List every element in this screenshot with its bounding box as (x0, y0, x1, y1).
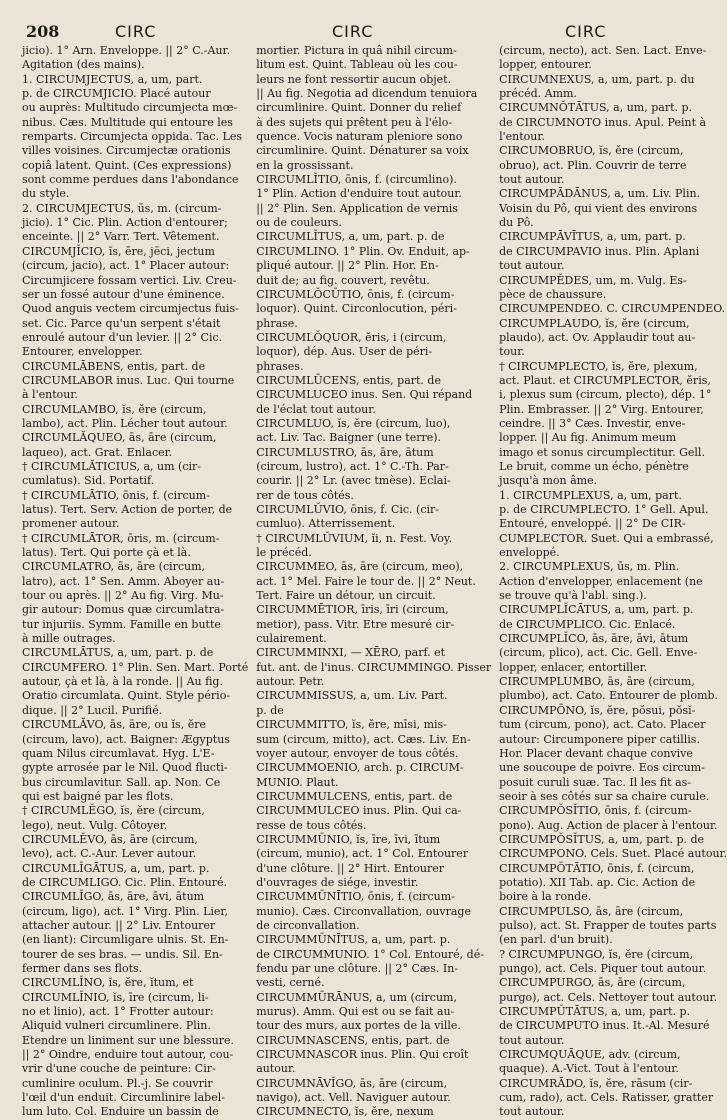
entry-line: lopper. || Au fig. Animum meum (499, 431, 677, 445)
entry-line: courir. || 2° Lr. (avec tmèse). Eclai- (256, 474, 451, 488)
entry-line: lambo), act. Plin. Lécher tout autour. (22, 416, 228, 430)
entry-line: attacher autour. || 2° Liv. Entourer (22, 918, 216, 932)
entry-line: (circum, munio), act. 1° Col. Entourer (256, 847, 469, 861)
entry-line: CIRCUMLŬVIO, ōnis, f. Cic. (cir- (256, 503, 439, 516)
entry-line: pèce de chaussure. (499, 287, 607, 301)
entry-line: navigo), act. Vell. Naviguer autour. (256, 1091, 451, 1105)
entry-line: circumlinire. Quint. Dénaturer sa voix (256, 144, 469, 158)
entry-line: CIRCUMMĒTIOR, īris, īri (circum, (256, 603, 449, 617)
entry-line: de CIRCUMNOTO inus. Apul. Peint à (499, 115, 707, 129)
entry-line: gypte arrosée par le Nil. Quod flucti- (22, 761, 228, 775)
entry-line: Agitation (des mains). (22, 58, 145, 72)
entry-line: cum, rado), act. Cels. Ratisser, gratter (499, 1091, 714, 1105)
entry-line: no et linio), act. 1° Frotter autour: (22, 1005, 214, 1019)
entry-line: CIRCUMLŪCENS, entis, part. de (256, 373, 441, 387)
entry-line: CIRCUMMŪNIO, ĭs, īre, īvi, ītum (256, 832, 441, 846)
entry-line: Plin. Embrasser. || 2° Virg. Entourer, (499, 402, 704, 416)
entry-line: sont comme perdues dans l'abondance (22, 173, 239, 187)
entry-line: CIRCUMNEXUS, a, um, part. p. du (499, 72, 695, 86)
entry-line: set. Cic. Parce qu'un serpent s'était (22, 316, 221, 330)
entry-line: i, plexus sum (circum, plecto), dép. 1° (499, 388, 712, 402)
entry-line: CIRCUMPLUMBO, ās, āre (circum, (499, 675, 695, 689)
entry-line: Voisin du Pô, qui vient des environs (499, 201, 698, 215)
entry-line: CIRCUMMULCENS, entis, part. de (256, 789, 453, 803)
entry-line: lum luto. Col. Enduire un bassin de (22, 1105, 219, 1119)
entry-line: resse de tous côtés. (256, 818, 367, 832)
entry-line: autour, çà et là, à la ronde. || Au fig. (22, 675, 223, 689)
entry-line: de CIRCUMPAVIO inus. Plin. Aplani (499, 244, 700, 258)
entry-line: CIRCUMPĀDĀNUS, a, um. Liv. Plin. (499, 187, 701, 201)
entry-line: p. de (256, 703, 284, 717)
entry-line: † CIRCUMLŬVIUM, ĭi, n. Fest. Voy. (256, 531, 453, 545)
entry-line: quaque). A.-Vict. Tout à l'entour. (499, 1062, 679, 1076)
entry-line: 1. CIRCUMJECTUS, a, um, part. (22, 72, 203, 86)
entry-line: de CIRCUMPUTO inus. It.-Al. Mesuré (499, 1019, 710, 1033)
entry-line: Etendre un liniment sur une blessure. (22, 1033, 234, 1047)
entry-line: ? CIRCUMPUNGO, ĭs, ĕre (circum, (499, 947, 694, 961)
entry-line: tout autour. (499, 259, 565, 273)
entry-line: Aliquid vulneri circumlinere. Plin. (22, 1019, 211, 1033)
entry-line: Quod anguis vectem circumjectus fuis- (22, 302, 239, 316)
entry-line: CIRCUMPLĬCO, ās, āre, āvi, ātum (499, 632, 689, 646)
column-right (499, 44, 727, 1119)
entry-line: CIRCUMLĬNIO, ĭs, īre (circum, li- (22, 990, 209, 1004)
entry-line: phrases. (256, 359, 304, 373)
entry-line: gir autour: Domus quæ circumlatra- (22, 603, 225, 617)
entry-line: CIRCUMPŬTĀTUS, a, um, part. p. (499, 1005, 691, 1019)
entry-line: CIRCUMMŪNĪTIO, ōnis, f. (circum- (256, 890, 455, 904)
entry-line: tour ou après. || 2° Au fig. Virg. Mu- (22, 589, 224, 603)
running-head-middle: CIRC (332, 22, 374, 41)
entry-line: fermer dans ses flots. (22, 962, 143, 975)
entry-line: levo), act. C.-Aur. Lever autour. (22, 847, 197, 861)
entry-line: CIRCUMPŎSĬTIO, ōnis, f. (circum- (499, 804, 692, 818)
entry-line: CIRCUMLATRO, ās, āre (circum, (22, 560, 206, 574)
entry-line: l'entour. (499, 130, 545, 144)
entry-line: litum est. Quint. Tableau où les cou- (256, 58, 458, 72)
entry-line: ou auprès: Multitudo circumjecta mœ- (22, 101, 238, 115)
entry-line: || 2° Plin. Sen. Application de vernis (256, 201, 458, 215)
entry-line: CIRCUMPŌTĀTIO, ōnis, f. (circum, (499, 861, 695, 875)
column-middle (256, 44, 492, 1119)
entry-line: CIRCUMLĂVO, ās, āre, ou ĭs, ĕre (22, 718, 206, 732)
entry-line: † CIRCUMLĀTOR, ōris, m. (circum- (22, 531, 220, 545)
entry-line: enceinte. || 2° Varr. Tert. Vêtement. (22, 230, 220, 244)
entry-line: enroulé autour d'un levier. || 2° Cic. (22, 330, 223, 344)
entry-line: Entourer, envelopper. (22, 345, 143, 359)
entry-line: CIRCUMFERO. 1° Plin. Sen. Mart. Porté (22, 660, 249, 674)
entry-line: du style. (22, 187, 70, 201)
entry-line: CIRCUMNĀVĬGO, ās, āre (circum, (256, 1076, 448, 1090)
entry-line: CIRCUMMŪRĀNUS, a, um (circum, (256, 990, 457, 1004)
entry-line: CIRCUMNŎTĀTUS, a, um, part. p. (499, 101, 693, 115)
entry-line: sum (circum, mitto), act. Cæs. Liv. En- (256, 732, 471, 746)
entry-line: purgo), act. Cels. Nettoyer tout autour. (499, 990, 718, 1004)
entry-line: CIRCUMMINXI, — XĒRO, parf. et (256, 646, 446, 660)
entry-line: autour. (256, 1062, 296, 1076)
entry-line: d'ouvrages de siége, investir. (256, 875, 419, 889)
entry-line: CUMPLECTOR. Suet. Qui a embrassé, (499, 531, 714, 545)
dictionary-columns (22, 44, 727, 1119)
entry-line: CIRCUMLABOR inus. Luc. Qui tourne (22, 373, 235, 387)
entry-line: promener autour. (22, 517, 120, 531)
entry-line: en la grossissant. (256, 158, 354, 172)
entry-line: CIRCUMOBRUO, ĭs, ĕre (circum, (499, 144, 684, 158)
entry-line: Entouré, enveloppé. || 2° De CIR- (499, 517, 686, 531)
entry-line: copiâ latent. Quint. (Ces expressions) (22, 158, 232, 172)
entry-line: (circum, necto), act. Sen. Lact. Enve- (499, 44, 707, 57)
entry-line: CIRCUMPĔDES, um, m. Vulg. Es- (499, 273, 687, 287)
entry-line: rer de tous côtés. (256, 488, 354, 502)
entry-line: CIRCUMPŌNO, ĭs, ĕre, pŏsui, pŏsĭ- (499, 703, 696, 717)
entry-line: enveloppé. (499, 546, 560, 560)
entry-line: act. 1° Mel. Faire le tour de. || 2° Neut. (256, 574, 476, 588)
running-head-left: CIRC (115, 22, 157, 41)
entry-line: loquor), dép. Aus. User de péri- (256, 345, 433, 359)
entry-line: CIRCUMLŎCŪTIO, ōnis, f. (circum- (256, 287, 455, 301)
entry-line: CIRCUMPENDEO. C. CIRCUMPENDEO. (499, 302, 726, 316)
entry-line: bus circumlavitur. Sall. ap. Non. Ce (22, 775, 221, 789)
entry-line: cumluo). Atterrissement. (256, 517, 396, 531)
entry-line: cumlinire oculum. Pl.-j. Se couvrir (22, 1076, 213, 1090)
entry-line: tur injuriis. Symm. Famille en butte (22, 617, 221, 631)
entry-line: quam Nilus circumlavat. Hyg. L'E- (22, 746, 215, 760)
column-left (22, 44, 249, 1119)
entry-line: se trouve qu'à l'abl. sing.). (499, 589, 647, 603)
entry-line: † CIRCUMLĂTICIUS, a, um (cir- (22, 459, 201, 473)
entry-line: latro), act. 1° Sen. Amm. Aboyer au- (22, 574, 225, 588)
entry-line: à l'entour. (22, 388, 78, 402)
entry-line: latus). Tert. Serv. Action de porter, de (22, 503, 233, 516)
entry-line: CIRCUMPURGO, ās, āre (circum, (499, 976, 686, 990)
entry-line: CIRCUMRĀDO, ĭs, ĕre, rāsum (cir- (499, 1076, 693, 1090)
entry-line: jicio). 1° Arn. Enveloppe. || 2° C.-Aur. (22, 44, 231, 57)
entry-line: obruo), act. Plin. Couvrir de terre (499, 158, 687, 172)
entry-line: Circumjicere fossam vertici. Liv. Creu- (22, 273, 237, 287)
entry-line: Hor. Placer devant chaque convive (499, 746, 693, 760)
entry-line: tout autour. (499, 1105, 565, 1119)
entry-line: CIRCUMMEO, ās, āre (circum, meo), (256, 560, 464, 574)
entry-line: vrir d'une couche de peinture: Cir- (22, 1062, 216, 1076)
entry-line: Le bruit, comme un écho, pénètre (499, 459, 689, 473)
entry-line: (circum, lavo), act. Baigner: Ægyptus (22, 732, 230, 746)
entry-line: CIRCUMMŪNĪTUS, a, um, part. p. (256, 933, 451, 947)
entry-line: cumlatus). Sid. Portatif. (22, 474, 155, 488)
entry-line: 2. CIRCUMJECTUS, ūs, m. (circum- (22, 201, 222, 215)
entry-line: CIRCUMPULSO, ās, āre (circum, (499, 904, 684, 918)
entry-line: seoir à ses côtés sur sa chaire curule. (499, 789, 710, 803)
entry-line: d'une clôture. || 2° Hirt. Entourer (256, 861, 444, 875)
page-number: 208 (26, 22, 60, 41)
entry-line: de CIRCUMLIGO. Cic. Plin. Entouré. (22, 875, 227, 889)
entry-line: CIRCUMLĀBENS, entis, part. de (22, 359, 206, 373)
entry-line: remparts. Circumjecta oppida. Tac. Les (22, 130, 243, 144)
entry-line: tum (circum, pono), act. Cato. Placer (499, 718, 706, 732)
entry-line: CIRCUMNECTO, ĭs, ĕre, nexum (256, 1105, 434, 1119)
entry-line: CIRCUMLĬNO, ĭs, ĕre, ĭtum, et (22, 976, 194, 990)
entry-line: ser un fossé autour d'une éminence. (22, 287, 225, 301)
entry-line: CIRCUMNASCENS, entis, part. de (256, 1033, 450, 1047)
page-header (0, 0, 722, 40)
entry-line: tour. (499, 345, 525, 359)
entry-line: CIRCUMPĀVĪTUS, a, um, part. p. (499, 230, 686, 244)
entry-line: CIRCUMLUSTRO, ās, āre, ātum (256, 445, 434, 459)
entry-line: tout autour. (499, 173, 565, 187)
entry-line: latus). Tert. Qui porte çà et là. (22, 546, 191, 560)
entry-line: quence. Vocis naturam pleniore sono (256, 130, 463, 144)
entry-line: jusqu'à mon âme. (499, 474, 598, 488)
entry-line: CIRCUMMULCEO inus. Plin. Qui ca- (256, 804, 462, 818)
entry-line: imago et sonus circumplectitur. Gell. (499, 445, 705, 459)
entry-line: potatio). XII Tab. ap. Cic. Action de (499, 875, 696, 889)
entry-line: CIRCUMPLAUDO, ĭs, ĕre (circum, (499, 316, 690, 330)
entry-line: 2. CIRCUMPLEXUS, ūs, m. Plin. (499, 560, 680, 574)
entry-line: CIRCUMNASCOR inus. Plin. Qui croît (256, 1048, 469, 1062)
entry-line: CIRCUMLĬTIO, ōnis, f. (circumlino). (256, 173, 457, 187)
entry-line: † CIRCUMLĀTIO, ōnis, f. (circum- (22, 488, 210, 502)
entry-line: pliqué autour. || 2° Plin. Hor. En- (256, 259, 439, 273)
running-head-right: CIRC (565, 22, 607, 41)
entry-line: l'œil d'un enduit. Circumlinire label- (22, 1091, 225, 1105)
entry-line: CIRCUMPLĬCĀTUS, a, um, part. p. (499, 603, 694, 617)
entry-line: CIRCUMPŎSĬTUS, a, um, part. p. de (499, 832, 705, 846)
entry-line: CIRCUMMISSUS, a, um. Liv. Part. (256, 689, 448, 703)
entry-line: CIRCUMJĬCIO, ĭs, ēre, jēci, jectum (22, 244, 215, 258)
entry-line: (circum, plico), act. Cic. Gell. Enve- (499, 646, 698, 660)
entry-line: CIRCUMMITTO, ĭs, ĕre, mīsi, mis- (256, 718, 447, 732)
entry-line: plumbo), act. Cato. Entourer de plomb. (499, 689, 719, 703)
entry-line: posuit curuli suæ. Tac. Il les fit as- (499, 775, 692, 789)
entry-line: (en parl. d'un bruit). (499, 933, 613, 947)
entry-line: loquor). Quint. Circonlocution, péri- (256, 302, 457, 316)
entry-line: CIRCUMLINO. 1° Plin. Ov. Enduit, ap- (256, 244, 470, 258)
entry-line: act. Plaut. et CIRCUMPLECTOR, ĕris, (499, 373, 711, 387)
entry-line: † CIRCUMPLECTO, ĭs, ĕre, plexum, (499, 359, 698, 373)
entry-line: fendu par une clôture. || 2° Cæs. In- (256, 962, 459, 975)
entry-line: murus). Amm. Qui est ou se fait au- (256, 1005, 455, 1019)
entry-line: de circonvallation. (256, 918, 360, 932)
entry-line: metior), pass. Vitr. Etre mesuré cir- (256, 617, 455, 631)
entry-line: || 2° Oindre, enduire tout autour, cou- (22, 1048, 234, 1062)
entry-line: plaudo), act. Ov. Applaudir tout au- (499, 330, 696, 344)
entry-line: de l'éclat tout autour. (256, 402, 376, 416)
entry-line: dique. || 2° Lucil. Purifié. (22, 703, 163, 717)
entry-line: p. de CIRCUMPLECTO. 1° Gell. Apul. (499, 503, 709, 516)
entry-line: p. de CIRCUMJICIO. Placé autour (22, 87, 211, 101)
entry-line: laqueo), act. Grat. Enlacer. (22, 445, 173, 459)
entry-line: (en liant): Circumligare ulnis. St. En- (22, 933, 229, 947)
entry-line: autour. Petr. (256, 675, 325, 689)
entry-line: lopper, enlacer, entortiller. (499, 660, 648, 674)
entry-line: CIRCUMLĔVO, ās, āre (circum, (22, 832, 198, 846)
entry-line: || Au fig. Negotia ad dicendum tenuiora (256, 87, 478, 101)
entry-line: fut. ant. de l'inus. CIRCUMMINGO. Pisser (256, 660, 492, 674)
entry-line: villes voisines. Circumjectæ orationis (22, 144, 231, 158)
entry-line: act. Liv. Tac. Baigner (une terre). (256, 431, 442, 445)
entry-line: CIRCUMLAMBO, ĭs, ĕre (circum, (22, 402, 207, 416)
entry-line: tourer de ses bras. — undis. Sil. En- (22, 947, 223, 961)
entry-line: CIRCUMLĬGO, ās, āre, āvi, ātum (22, 890, 205, 904)
entry-line: jicio). 1° Cic. Plin. Action d'entourer; (22, 216, 228, 230)
entry-line: pulso), act. St. Frapper de toutes parts (499, 918, 717, 932)
entry-line: à mille outrages. (22, 632, 116, 646)
entry-line: (circum, ligo), act. 1° Virg. Plin. Lier, (22, 904, 228, 918)
entry-line: de CIRCUMMUNIO. 1° Col. Entouré, dé- (256, 947, 484, 961)
entry-line: (circum, jacio), act. 1° Placer autour: (22, 259, 230, 273)
entry-line: de CIRCUMPLICO. Cic. Enlacé. (499, 617, 676, 631)
entry-line: CIRCUMMOENIO, arch. p. CIRCUM- (256, 761, 464, 775)
entry-line: ceindre. || 3° Cæs. Investir, enve- (499, 416, 686, 430)
entry-line: † CIRCUMLĔGO, ĭs, ĕre (circum, (22, 804, 205, 818)
entry-line: CIRCUMLUO, ĭs, ĕre (circum, luo), (256, 416, 451, 430)
entry-line: pono). Aug. Action de placer à l'entour. (499, 818, 718, 832)
entry-line: duit de; au fig. couvert, revêtu. (256, 273, 430, 287)
entry-line: leurs ne font ressortir aucun objet. (256, 72, 452, 86)
entry-line: CIRCUMLĬGĀTUS, a, um, part. p. (22, 861, 210, 875)
entry-line: CIRCUMLĀTUS, a, um, part. p. de (22, 646, 214, 660)
entry-line: CIRCUMLĂQUEO, ās, āre (circum, (22, 431, 217, 445)
entry-line: qui est baigné par les flots. (22, 789, 174, 803)
entry-line: du Pô. (499, 216, 534, 230)
entry-line: voyer autour, envoyer de tous côtés. (256, 746, 459, 760)
entry-line: ou de couleurs. (256, 216, 342, 230)
entry-line: Oratio circumlata. Quint. Style pério- (22, 689, 231, 703)
entry-line: pungo), act. Cels. Piquer tout autour. (499, 962, 707, 975)
entry-line: le précéd. (256, 546, 312, 560)
entry-line: CIRCUMQUĀQUE, adv. (circum, (499, 1048, 681, 1062)
entry-line: à des sujets qui prêtent peu à l'élo- (256, 115, 453, 129)
entry-line: nibus. Cæs. Multitude qui entoure les (22, 115, 233, 129)
entry-line: culairement. (256, 632, 327, 646)
entry-line: lego), neut. Vulg. Côtoyer. (22, 818, 168, 832)
entry-line: une soucoupe de poivre. Eos circum- (499, 761, 705, 775)
entry-line: tour des murs, aux portes de la ville. (256, 1019, 461, 1033)
entry-line: CIRCUMLĬTUS, a, um, part. p. de (256, 230, 445, 244)
entry-line: munio). Cæs. Circonvallation, ouvrage (256, 904, 471, 918)
entry-line: phrase. (256, 316, 298, 330)
entry-line: Action d'envelopper, enlacement (ne (499, 574, 703, 588)
entry-line: (circum, lustro), act. 1° C.-Th. Par- (256, 459, 449, 473)
entry-line: vesti, cerné. (256, 976, 325, 990)
entry-line: CIRCUMLŎQUOR, ĕris, i (circum, (256, 330, 447, 344)
entry-line: lopper, entourer. (499, 58, 592, 72)
entry-line: CIRCUMLUCEO inus. Sen. Qui répand (256, 388, 473, 402)
entry-line: tout autour. (499, 1033, 565, 1047)
entry-line: Tert. Faire un détour, un circuit. (256, 589, 436, 603)
entry-line: MUNIO. Plaut. (256, 775, 339, 789)
entry-line: CIRCUMPONO. Cels. Suet. Placé autour. (499, 847, 727, 861)
entry-line: autour: Circumponere piper catillis. (499, 732, 700, 746)
entry-line: 1. CIRCUMPLEXUS, a, um, part. (499, 488, 682, 502)
entry-line: circumlinire. Quint. Donner du relief (256, 101, 462, 115)
entry-line: 1° Plin. Action d'enduire tout autour. (256, 187, 462, 201)
entry-line: précéd. Amm. (499, 87, 577, 101)
entry-line: boire à la ronde. (499, 890, 592, 904)
entry-line: mortier. Pictura in quâ nihil circum- (256, 44, 457, 57)
